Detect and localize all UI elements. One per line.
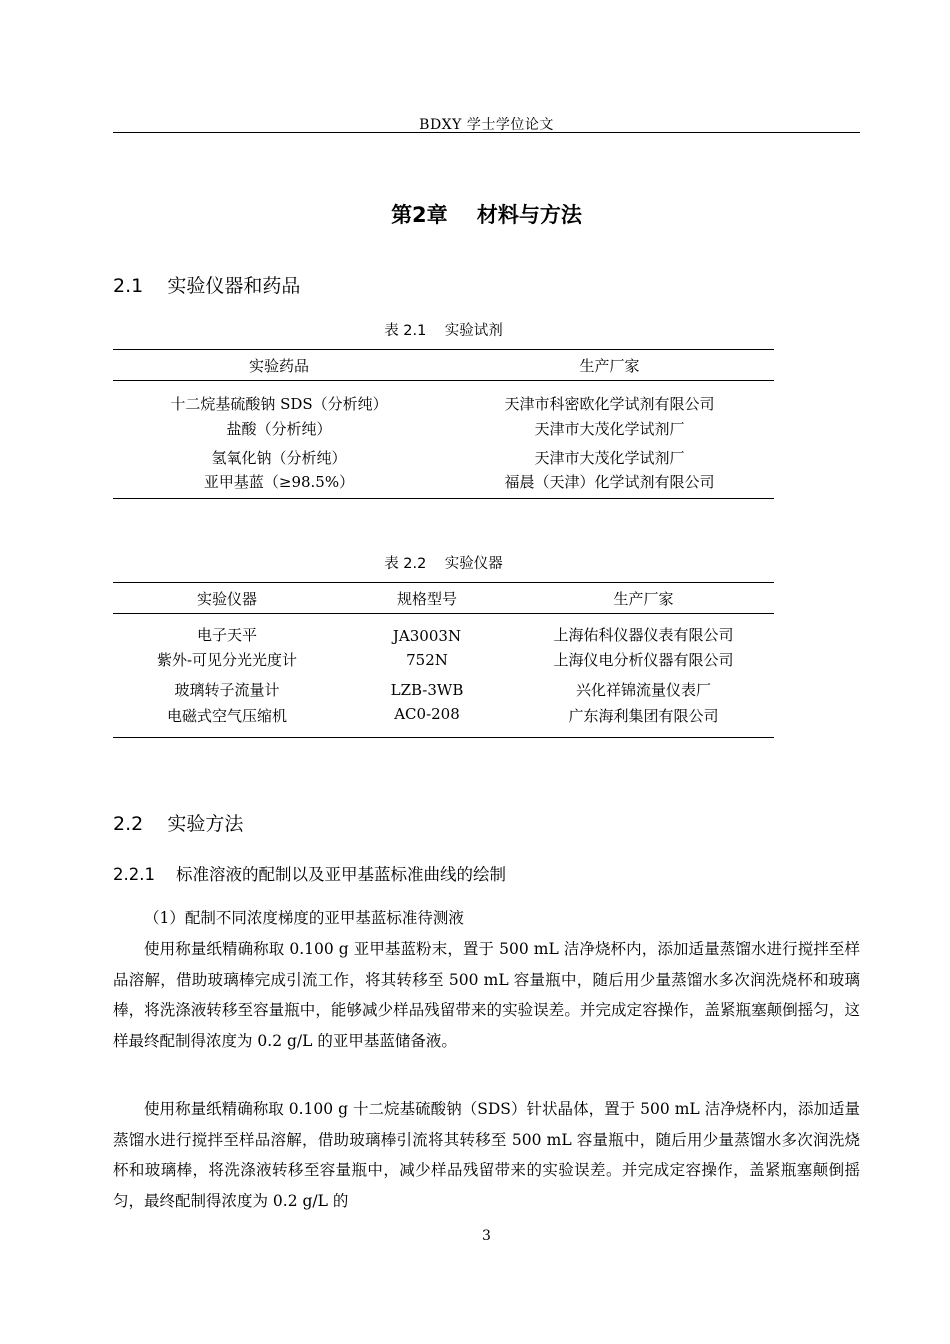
- table-cell: LZB-3WB: [390, 680, 464, 699]
- subsection-title-2-2-1: 2.2.1 标准溶液的配制以及亚甲基蓝标准曲线的绘制: [113, 865, 506, 884]
- list-item: （1）配制不同浓度梯度的亚甲基蓝标准待测液: [144, 909, 464, 927]
- instruments-table: [113, 582, 774, 738]
- table-cell: 玻璃转子流量计: [174, 681, 280, 699]
- table-cell: 天津市科密欧化学试剂有限公司: [504, 394, 715, 413]
- table-cell: 氢氧化钠（分析纯）: [211, 448, 347, 467]
- table-2-caption: 表 2.2 实验仪器: [384, 556, 503, 572]
- table-cell: 紫外-可见分光光度计: [156, 651, 298, 669]
- table-header-cell: 规格型号: [396, 589, 457, 608]
- table-cell: 天津市大茂化学试剂厂: [534, 420, 685, 438]
- table-cell: 福晨（天津）化学试剂有限公司: [504, 472, 715, 491]
- table-cell: 电磁式空气压缩机: [166, 706, 287, 725]
- reagents-table: [113, 349, 774, 499]
- table-cell: 上海佑科仪器仪表有限公司: [553, 625, 734, 644]
- table-header-row: [113, 350, 774, 381]
- table-1-caption: 表 2.1 实验试剂: [384, 323, 503, 339]
- table-cell: JA3003N: [392, 626, 462, 645]
- running-header: BDXY 学士学位论文: [419, 117, 554, 133]
- table-cell: 亚甲基蓝（≥98.5%）: [203, 472, 355, 491]
- table-row: [113, 675, 774, 705]
- table-row: [113, 705, 774, 738]
- section-title-2-1: 2.1 实验仪器和药品: [113, 275, 301, 297]
- body-paragraph: 使用称量纸精确称取 0.100 g 十二烷基硫酸钠（SDS）针状晶体，置于 500 mL 洁净烧杯内，添加适量蒸馏水进行搅拌至样品溶解，借助玻璃棒引流将其转移至 500 mL 容量瓶中，随后用少量蒸馏水多次润洗烧杯和玻璃棒，将洗涤液转移至容量瓶中，减少样品残留带来的实验误差。并完成定容操作，盖紧瓶塞颠倒摇匀，最终配制得浓度为 0.2 g/L 的: [113, 1100, 860, 1210]
- table-cell: 752N: [406, 650, 448, 669]
- table-cell: 兴化祥锦流量仪表厂: [575, 681, 711, 699]
- table-cell: 十二烷基硫酸钠 SDS（分析纯）: [170, 394, 388, 413]
- page-number: 3: [482, 1228, 491, 1244]
- chapter-title: 第2章 材料与方法: [391, 203, 582, 227]
- table-cell: 电子天平: [196, 625, 257, 644]
- table-row: [113, 645, 774, 675]
- table-row: [113, 381, 774, 414]
- table-header-cell: 生产厂家: [579, 356, 640, 375]
- table-row: [113, 614, 774, 645]
- table-cell: AC0-208: [394, 704, 460, 723]
- table-header-row: [113, 583, 774, 614]
- table-row: [113, 414, 774, 444]
- table-cell: 天津市大茂化学试剂厂: [534, 448, 685, 467]
- table-row: [113, 471, 774, 499]
- table-cell: 广东海利集团有限公司: [568, 706, 719, 725]
- section-title-2-2: 2.2 实验方法: [113, 813, 244, 835]
- table-header-cell: 生产厂家: [613, 589, 674, 608]
- body-paragraph: 使用称量纸精确称取 0.100 g 亚甲基蓝粉末，置于 500 mL 洁净烧杯内，添加适量蒸馏水进行搅拌至样品溶解，借助玻璃棒完成引流工作，将其转移至 500 mL 容量瓶中，随后用少量蒸馏水多次润洗烧杯和玻璃棒，将洗涤液转移至容量瓶中，能够减少样品残留带来的实验误差。并完成定容操作，盖紧瓶塞颠倒摇匀，这样最终配制得浓度为 0.2 g/L 的亚甲基蓝储备液。: [113, 940, 860, 1050]
- table-cell: 盐酸（分析纯）: [226, 420, 332, 438]
- header-rule: [113, 132, 860, 133]
- table-header-cell: 实验仪器: [196, 589, 257, 608]
- table-header-cell: 实验药品: [248, 356, 309, 375]
- table-cell: 上海仪电分析仪器有限公司: [553, 651, 734, 669]
- table-row: [113, 444, 774, 471]
